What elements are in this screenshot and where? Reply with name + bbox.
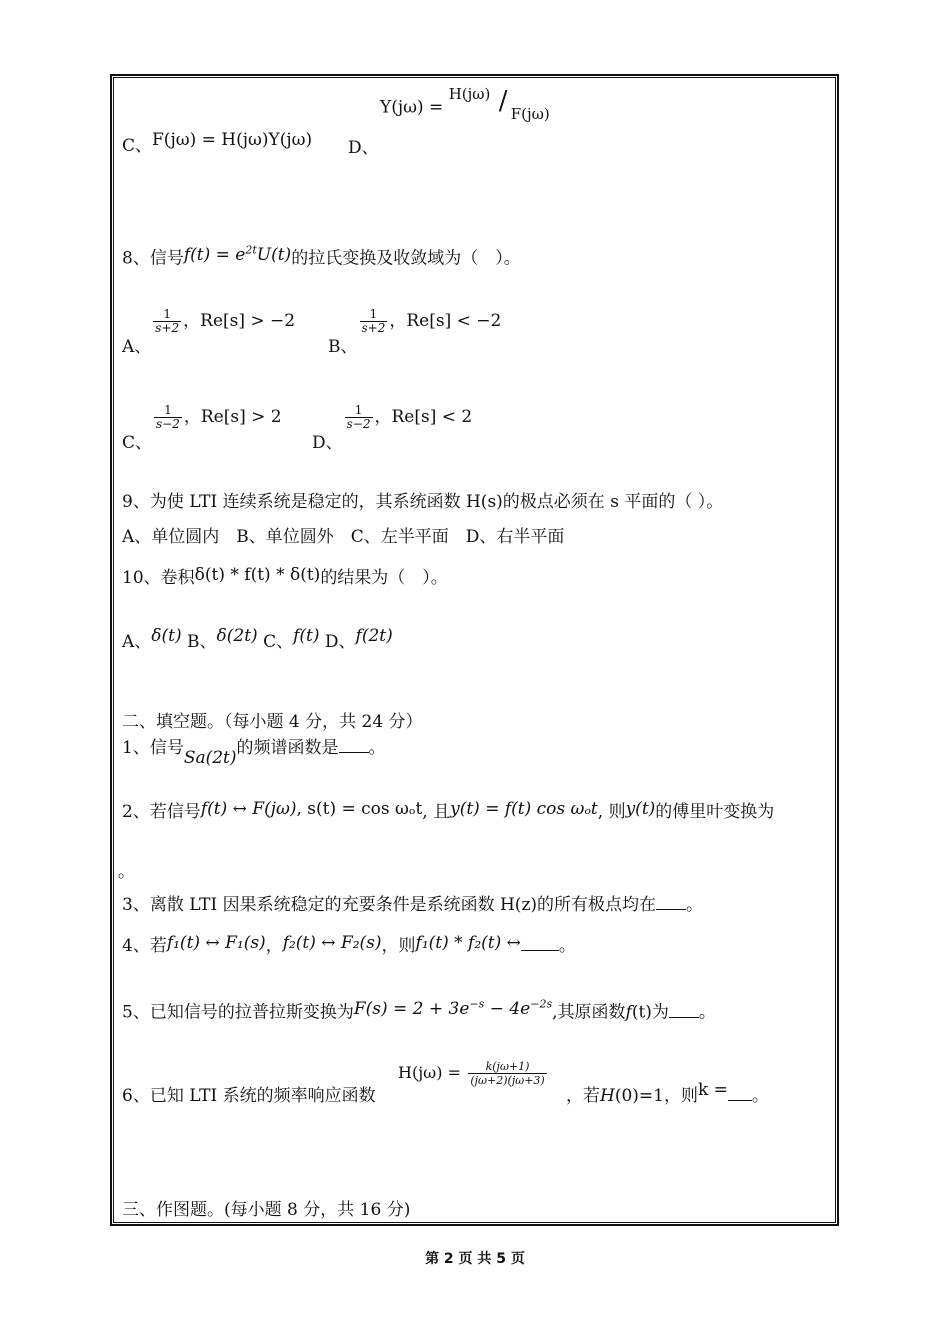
roc: ，Re[s] > −2 (183, 311, 296, 331)
fraction: $\frac{1}{s-2}$ (156, 403, 180, 431)
roc: ，Re[s] < 2 (374, 407, 473, 427)
option-math: f(t) (293, 626, 320, 646)
q7-formula-c: F(jω) = H(jω)Y(jω) (152, 130, 313, 150)
roc: ，Re[s] > 2 (183, 407, 282, 427)
q8-stem-suffix: 的拉氏变换及收敛域为（ ）。 (291, 248, 521, 269)
option-label: C、 (122, 433, 153, 453)
q8-option-c (122, 403, 282, 453)
option-math: δ(t) (151, 626, 182, 646)
section3-title: 三、作图题。(每小题 8 分，共 16 分) (122, 1200, 411, 1220)
q8-stem (122, 244, 521, 269)
q8-option-d (312, 403, 473, 453)
s2-q6: 6、已知 LTI 系统的频率响应函数 (122, 1086, 376, 1106)
option-label: C、 (263, 632, 294, 652)
s2-q1: 1、信号Sa(2t)的频谱函数是 。 (122, 738, 386, 768)
answer-blank (339, 738, 369, 753)
q10-stem-prefix: 10、卷积 (122, 568, 195, 588)
q7-label-c: C、 (122, 136, 153, 156)
s2-q5: 5、已知信号的拉普拉斯变换为$F(s) = 2 + 3e^{-s} - 4e^{-2s}$,其原函数f(t)为 。 (122, 997, 716, 1023)
answer-blank (521, 936, 559, 951)
q9-stem: 9、为使 LTI 连续系统是稳定的，其系统函数 H(s)的极点必须在 s 平面的（ ）。 (122, 492, 724, 512)
q8-stem-prefix: 8、信号 (122, 248, 184, 269)
s2-q2-end: 。 (118, 862, 135, 882)
s2-q6-formula: H(jω) = $\frac{k(j\omega+1)}{(j\omega+2)(j\omega+3)}$ (398, 1060, 545, 1087)
s2-q3: 3、离散 LTI 因果系统稳定的充要条件是系统函数 H(z)的所有极点均在 。 (122, 895, 704, 915)
q10-stem-math: δ(t) * f(t) * δ(t) (194, 565, 321, 585)
option-label: B、 (187, 632, 217, 652)
fraction: $\frac{1}{s-2}$ (346, 403, 371, 431)
q10-stem-suffix: 的结果为（ ）。 (320, 568, 448, 588)
q10-stem (122, 565, 448, 588)
option-math: f(2t) (355, 626, 393, 646)
s2-q2: 2、若信号f(t) ↔ F(jω), s(t) = cos ωₒt, 且y(t) = f(t) cos ωₒt, 则y(t)的傅里叶变换为 (122, 799, 775, 822)
option-math: δ(2t) (216, 626, 258, 646)
answer-blank (669, 1003, 699, 1018)
option-label: B、 (328, 337, 358, 357)
q7-option-c (122, 130, 313, 156)
option-label: A、 (122, 632, 152, 652)
fraction: $\frac{1}{s+2}$ (155, 307, 180, 335)
q10-options (122, 626, 393, 652)
fraction: $\frac{1}{s+2}$ (361, 307, 386, 335)
section2-title: 二、填空题。（每小题 4 分，共 24 分） (122, 712, 423, 732)
answer-blank (656, 895, 686, 910)
s2-q4: 4、若f₁(t) ↔ F₁(s)，f₂(t) ↔ F₂(s)，则f₁(t) * f₂(t) ↔ 。 (122, 933, 576, 956)
fraction: $\frac{k(j\omega+1)}{(j\omega+2)(j\omega+3)}$ (470, 1060, 545, 1087)
q9-options: A、单位圆内 B、单位圆外 C、左半平面 D、右半平面 (122, 527, 565, 547)
option-label: A、 (122, 337, 152, 357)
roc: ，Re[s] < −2 (389, 311, 502, 331)
q5-math: $F(s) = 2 + 3e^{-s} - 4e^{-2s}$ (353, 997, 553, 1019)
q8-option-b (328, 307, 502, 357)
option-label: D、 (324, 632, 356, 652)
q8-option-a (122, 307, 296, 357)
page-number: 第 2 页 共 5 页 (425, 1251, 525, 1267)
s2-q6-tail: ，若H(0)=1，则k = 。 (566, 1080, 769, 1106)
q7-label-d: D、 (348, 138, 379, 158)
answer-blank (728, 1086, 752, 1101)
q7-formula-d: Y(jω) = H(jω) / F(jω) (380, 85, 550, 123)
q8-stem-math: $f(t) = e^{2t}U(t)$ (183, 243, 292, 265)
option-label: D、 (312, 433, 343, 453)
